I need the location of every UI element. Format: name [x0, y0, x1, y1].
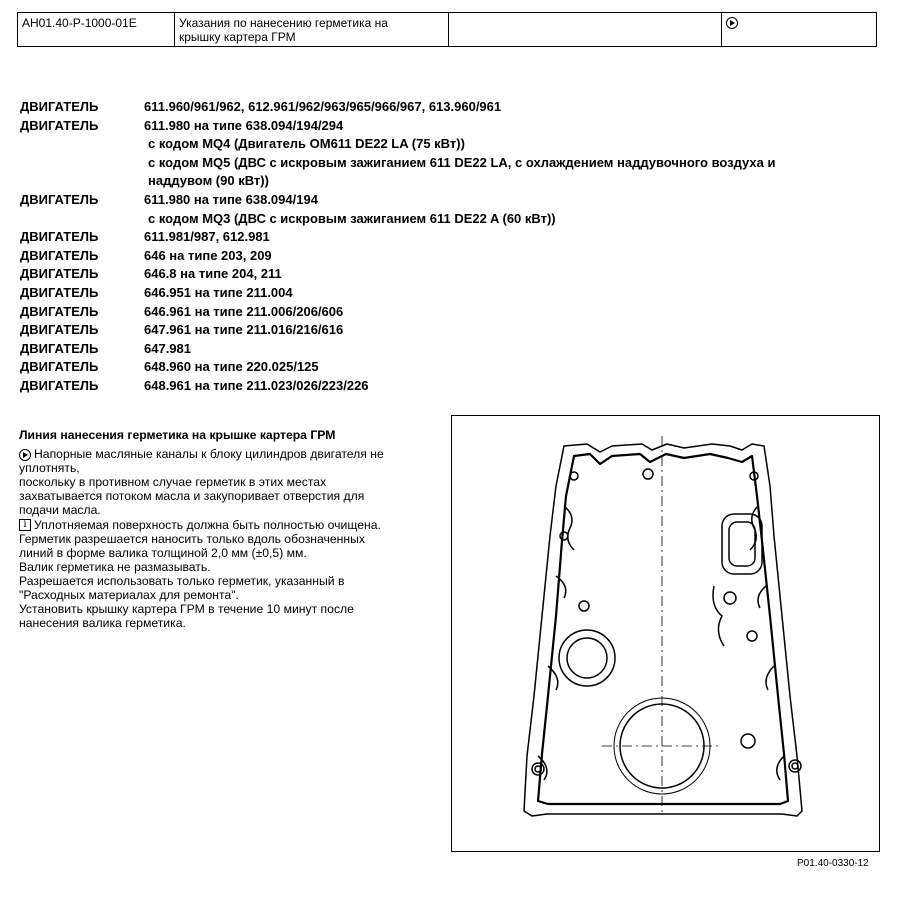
engine-list — [20, 98, 880, 396]
header-icon-cell — [722, 13, 876, 46]
note-text: "Расходных материалах для ремонта". — [19, 588, 239, 603]
engine-value: 646.961 на типе 211.006/206/606 — [144, 303, 344, 319]
engine-label: ДВИГАТЕЛЬ — [20, 340, 99, 356]
engine-label: ДВИГАТЕЛЬ — [20, 322, 99, 338]
note-text: Уплотняемая поверхность должна быть полностью очищена. — [34, 517, 381, 532]
engine-label — [20, 210, 144, 229]
engine-row — [20, 210, 880, 229]
engine-label: ДВИГАТЕЛЬ — [20, 359, 99, 375]
sealant-line — [538, 454, 788, 804]
instructions-title: Линия нанесения герметика на крышке картера ГРМ — [19, 428, 336, 442]
engine-value: 611.980 на типе 638.094/194/294 — [144, 117, 344, 133]
engine-value: с кодом MQ4 (Двигатель OM611 DE22 LA (75 кВт)) — [148, 136, 465, 152]
engine-label: ДВИГАТЕЛЬ — [20, 191, 99, 207]
engine-value: 646.8 на типе 204, 211 — [144, 266, 282, 282]
engine-row — [20, 191, 880, 210]
engine-row — [20, 98, 880, 117]
engine-value: 646.951 на типе 211.004 — [144, 284, 293, 300]
engine-value: с кодом MQ5 (ДВС с искровым зажиганием 611 DE22 LA, с охлаждением наддувочного воздуха и — [148, 154, 776, 170]
engine-row — [20, 340, 880, 359]
engine-value: 611.960/961/962, 612.961/962/963/965/966/967, 613.960/961 — [144, 99, 502, 114]
note-text: Разрешается использовать только герметик, указанный в — [19, 573, 345, 588]
note-text: захватывается потоком масла и закупоривает отверстия для — [19, 489, 365, 504]
engine-label: ДВИГАТЕЛЬ — [20, 229, 99, 245]
note-text: Валик герметика не размазывать. — [19, 559, 211, 574]
engine-row — [20, 265, 880, 284]
engine-row — [20, 117, 880, 136]
note-text: линий в форме валика толщиной 2,0 мм (±0,5) мм. — [19, 545, 307, 560]
note-text: подачи масла. — [19, 503, 101, 518]
engine-value: 611.981/987, 612.981 — [144, 229, 270, 245]
engine-value: 647.981 — [144, 340, 191, 356]
engine-row — [20, 284, 880, 303]
doc-title-line1: Указания по нанесению герметика на — [179, 16, 388, 30]
engine-row — [20, 303, 880, 322]
doc-title-line2: крышку картера ГРМ — [179, 30, 296, 44]
engine-label: ДВИГАТЕЛЬ — [20, 266, 99, 282]
engine-value: 648.960 на типе 220.025/125 — [144, 359, 319, 375]
engine-value: наддувом (90 кВт)) — [148, 173, 269, 189]
engine-label: ДВИГАТЕЛЬ — [20, 247, 99, 263]
engine-label: ДВИГАТЕЛЬ — [20, 284, 99, 300]
note-text: нанесения валика герметика. — [19, 616, 186, 631]
engine-row — [20, 228, 880, 247]
timing-cover-figure — [451, 415, 880, 852]
header-table — [17, 12, 877, 47]
engine-value: 647.961 на типе 211.016/216/616 — [144, 322, 344, 338]
figure-reference: P01.40-0330-12 — [797, 858, 869, 869]
engine-label: ДВИГАТЕЛЬ — [20, 117, 99, 133]
engine-label: ДВИГАТЕЛЬ — [20, 377, 99, 393]
note-text: уплотнять, — [19, 461, 80, 476]
engine-row — [20, 154, 880, 173]
info-icon: i — [19, 519, 31, 531]
engine-label — [20, 154, 144, 173]
circle-arrow-icon — [19, 449, 31, 461]
header-empty-cell — [449, 13, 722, 46]
note-text: Напорные масляные каналы к блоку цилиндров двигателя не — [34, 447, 384, 462]
doc-title — [175, 13, 449, 46]
engine-value: 648.961 на типе 211.023/026/223/226 — [144, 377, 369, 393]
instructions — [19, 428, 439, 630]
engine-value: 611.980 на типе 638.094/194 — [144, 191, 318, 207]
circle-arrow-icon — [726, 17, 738, 29]
engine-row — [20, 321, 880, 340]
doc-code: AH01.40-P-1000-01E — [18, 13, 175, 46]
engine-row — [20, 358, 880, 377]
timing-cover-drawing — [452, 416, 881, 853]
engine-value: 646 на типе 203, 209 — [144, 247, 272, 263]
engine-row — [20, 377, 880, 396]
engine-label: ДВИГАТЕЛЬ — [20, 303, 99, 319]
note-text: Установить крышку картера ГРМ в течение 10 минут после — [19, 602, 354, 617]
engine-row — [20, 247, 880, 266]
engine-value: с кодом MQ3 (ДВС с искровым зажиганием 611 DE22 A (60 кВт)) — [148, 210, 556, 226]
engine-row — [20, 172, 880, 191]
engine-label — [20, 135, 144, 154]
note-text: поскольку в противном случае герметик в этих местах — [19, 475, 327, 490]
engine-label — [20, 172, 144, 191]
engine-row — [20, 135, 880, 154]
engine-label: ДВИГАТЕЛЬ — [20, 99, 99, 114]
note-text: Герметик разрешается наносить только вдоль обозначенных — [19, 531, 365, 546]
